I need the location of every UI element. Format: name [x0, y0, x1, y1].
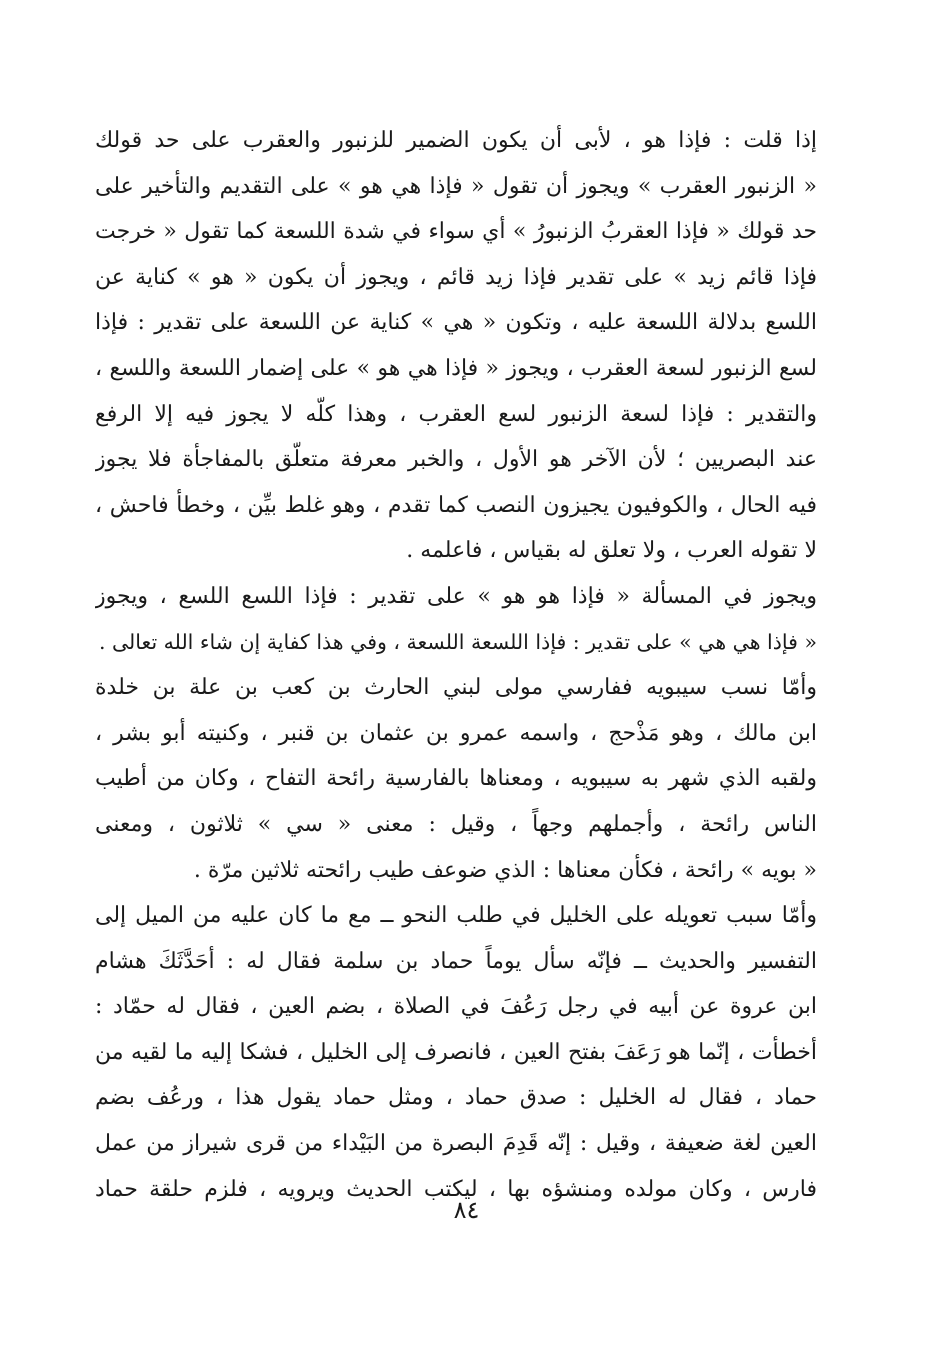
text-line: إذا قلت : فإذا هو ، لأبى أن يكون الضمير للزنبور والعقرب على حد قولك: [95, 128, 817, 153]
text-line: « بويه » رائحة ، فكأن معناها : الذي ضوعف طيب رائحته ثلاثين مرّة .: [193, 857, 817, 883]
text-line: وأمّا نسب سيبويه ففارسي مولى لبني الحارث بن كعب بن علة بن خلدة: [95, 675, 817, 701]
text-line: والتقدير : فإذا لسعة الزنبور لسع العقرب ، وهذا كلّه لا يجوز فيه إلا الرفع: [95, 401, 817, 427]
body-text: [95, 118, 817, 1212]
text-line: لسع الزنبور لسعة العقرب ، ويجوز « فإذا هي هو » على إضمار اللسعة واللسع ،: [95, 355, 817, 381]
text-line: لا تقوله العرب ، ولا تعلق له بقياس ، فاعلمه .: [406, 538, 817, 564]
text-line: عند البصريين ؛ لأن الآخر هو الأول ، والخبر معرفة متعلّق بالمفاجأة فلا يجوز: [95, 447, 817, 473]
text-line: وأمّا سبب تعويله على الخليل في طلب النحو ــ مع ما كان عليه من الميل إلى: [95, 903, 817, 929]
text-line: فيه الحال ، والكوفيون يجيزون النصب كما تقدم ، وهو غلط بيِّن ، وخطأ فاحش ،: [95, 492, 817, 518]
text-line: ابن مالك ، وهو مَذْحج ، واسمه عمرو بن عثمان بن قنبر ، وكنيته أبو بشر ،: [95, 720, 817, 746]
text-line: فارس ، وكان مولده ومنشؤه بها ، ليكتب الحديث ويرويه ، فلزم حلقة حماد: [95, 1176, 817, 1202]
text-line: التفسير والحديث ــ فإنّه سأل يوماً حماد بن سلمة فقال له : أحَدَّثَكَ هشام: [95, 948, 817, 974]
text-line: أخطأت ، إنّما هو رَعَفَ بفتح العين ، فانصرف إلى الخليل ، فشكا إليه ما لقيه من: [95, 1039, 817, 1065]
text-line: حد قولك « فإذا العقربُ الزنبورُ » أي سواء في شدة اللسعة كما تقول « خرجت: [95, 219, 817, 245]
text-line: « الزنبور العقرب » ويجوز أن تقول « فإذا هي هو » على التقديم والتأخير على: [95, 173, 817, 199]
page-number: ٨٤: [453, 1196, 480, 1224]
text-line: ابن عروة عن أبيه في رجل رَعُفَ في الصلاة ، بضم العين ، فقال له حمّاد :: [95, 994, 817, 1020]
text-line: ولقبه الذي شهر به سيبويه ، ومعناها بالفارسية رائحة التفاح ، وكان من أطيب: [95, 766, 817, 792]
text-line: العين لغة ضعيفة ، وقيل : إنّه قَدِمَ البصرة من البَيْداء من قرى شيراز من عمل: [95, 1131, 817, 1157]
text-line: ويجوز في المسألة « فإذا هو هو » على تقدير : فإذا اللسع اللسع ، ويجوز: [95, 583, 817, 609]
text-line: اللسع بدلالة اللسعة عليه ، وتكون « هي » كناية عن اللسعة على تقدير : فإذا: [95, 310, 817, 336]
text-line: الناس رائحة ، وأجملهم وجهاً ، وقيل : معنى « سي » ثلاثون ، ومعنى: [95, 811, 817, 837]
text-line: فإذا قائم زيد » على تقدير فإذا زيد قائم ، ويجوز أن يكون « هو » كناية عن: [95, 264, 817, 290]
text-line: حماد ، فقال له الخليل : صدق حماد ، ومثل حماد يقول هذا ، ورعُف بضم: [95, 1085, 817, 1111]
text-line: « فإذا هي هي » على تقدير : فإذا اللسعة اللسعة ، وفي هذا كفاية إن شاء الله تعالى .: [98, 629, 817, 654]
